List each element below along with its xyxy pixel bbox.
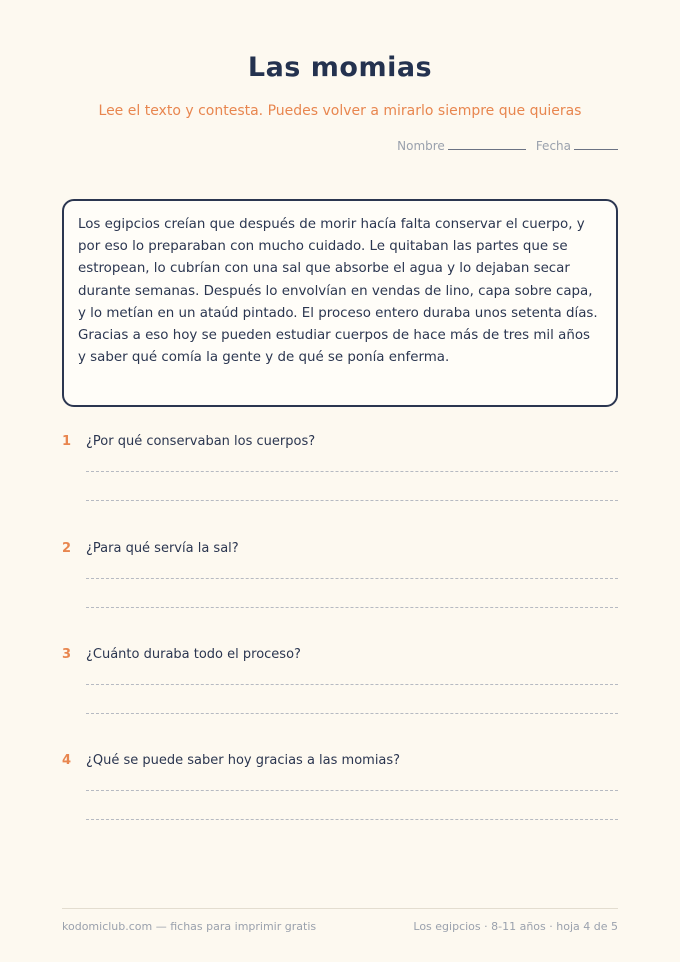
- name-label: Nombre: [397, 139, 445, 153]
- question-2: [62, 541, 618, 556]
- footer-site-credit: kodomiclub.com — fichas para imprimir gratis: [62, 920, 317, 933]
- question-number: 2: [62, 541, 72, 556]
- reading-passage: [62, 199, 618, 407]
- answer-line-2[interactable]: [86, 713, 618, 714]
- name-field-line[interactable]: [448, 148, 526, 150]
- page-title: Las momias: [247, 52, 433, 83]
- footer-sheet-info: Los egipcios · 8-11 años · hoja 4 de 5: [413, 920, 618, 933]
- answer-line-2[interactable]: [86, 607, 618, 608]
- question-4: [62, 753, 618, 768]
- question-number: 1: [62, 434, 72, 449]
- reading-text: Los egipcios creían que después de morir hacía falta conservar el cuerpo, y por eso lo preparaban con mucho cuidado. Le quitaban las partes que se estropean, lo cubrían con una sal que absorbe el agua y lo dejaban secar durante semanas. Después lo envolvían en vendas de lino, capa sobre capa, y lo metían en un ataúd pintado. El proceso entero duraba unos setenta días. Gracias a eso hoy se pueden estudiar cuerpos de hace más de tres mil años y saber qué comía la gente y de qué se ponía enferma.: [78, 217, 598, 366]
- answer-line-1[interactable]: [86, 578, 618, 579]
- question-text: ¿Por qué conservaban los cuerpos?: [86, 434, 316, 449]
- answer-line-1[interactable]: [86, 684, 618, 685]
- answer-line-2[interactable]: [86, 819, 618, 820]
- question-text: ¿Cuánto duraba todo el proceso?: [86, 647, 301, 662]
- question-text: ¿Para qué servía la sal?: [86, 541, 239, 556]
- question-number: 3: [62, 647, 72, 662]
- date-field-line[interactable]: [574, 148, 618, 150]
- answer-line-1[interactable]: [86, 471, 618, 472]
- answer-line-1[interactable]: [86, 790, 618, 791]
- date-label: Fecha: [535, 139, 571, 153]
- instructions: Lee el texto y contesta. Puedes volver a mirarlo siempre que quieras: [98, 103, 582, 119]
- question-1: [62, 434, 618, 449]
- footer-divider: [62, 908, 618, 909]
- question-text: ¿Qué se puede saber hoy gracias a las momias?: [86, 753, 401, 768]
- answer-line-2[interactable]: [86, 500, 618, 501]
- question-3: [62, 647, 618, 662]
- question-number: 4: [62, 753, 72, 768]
- name-date-fields: [397, 139, 618, 153]
